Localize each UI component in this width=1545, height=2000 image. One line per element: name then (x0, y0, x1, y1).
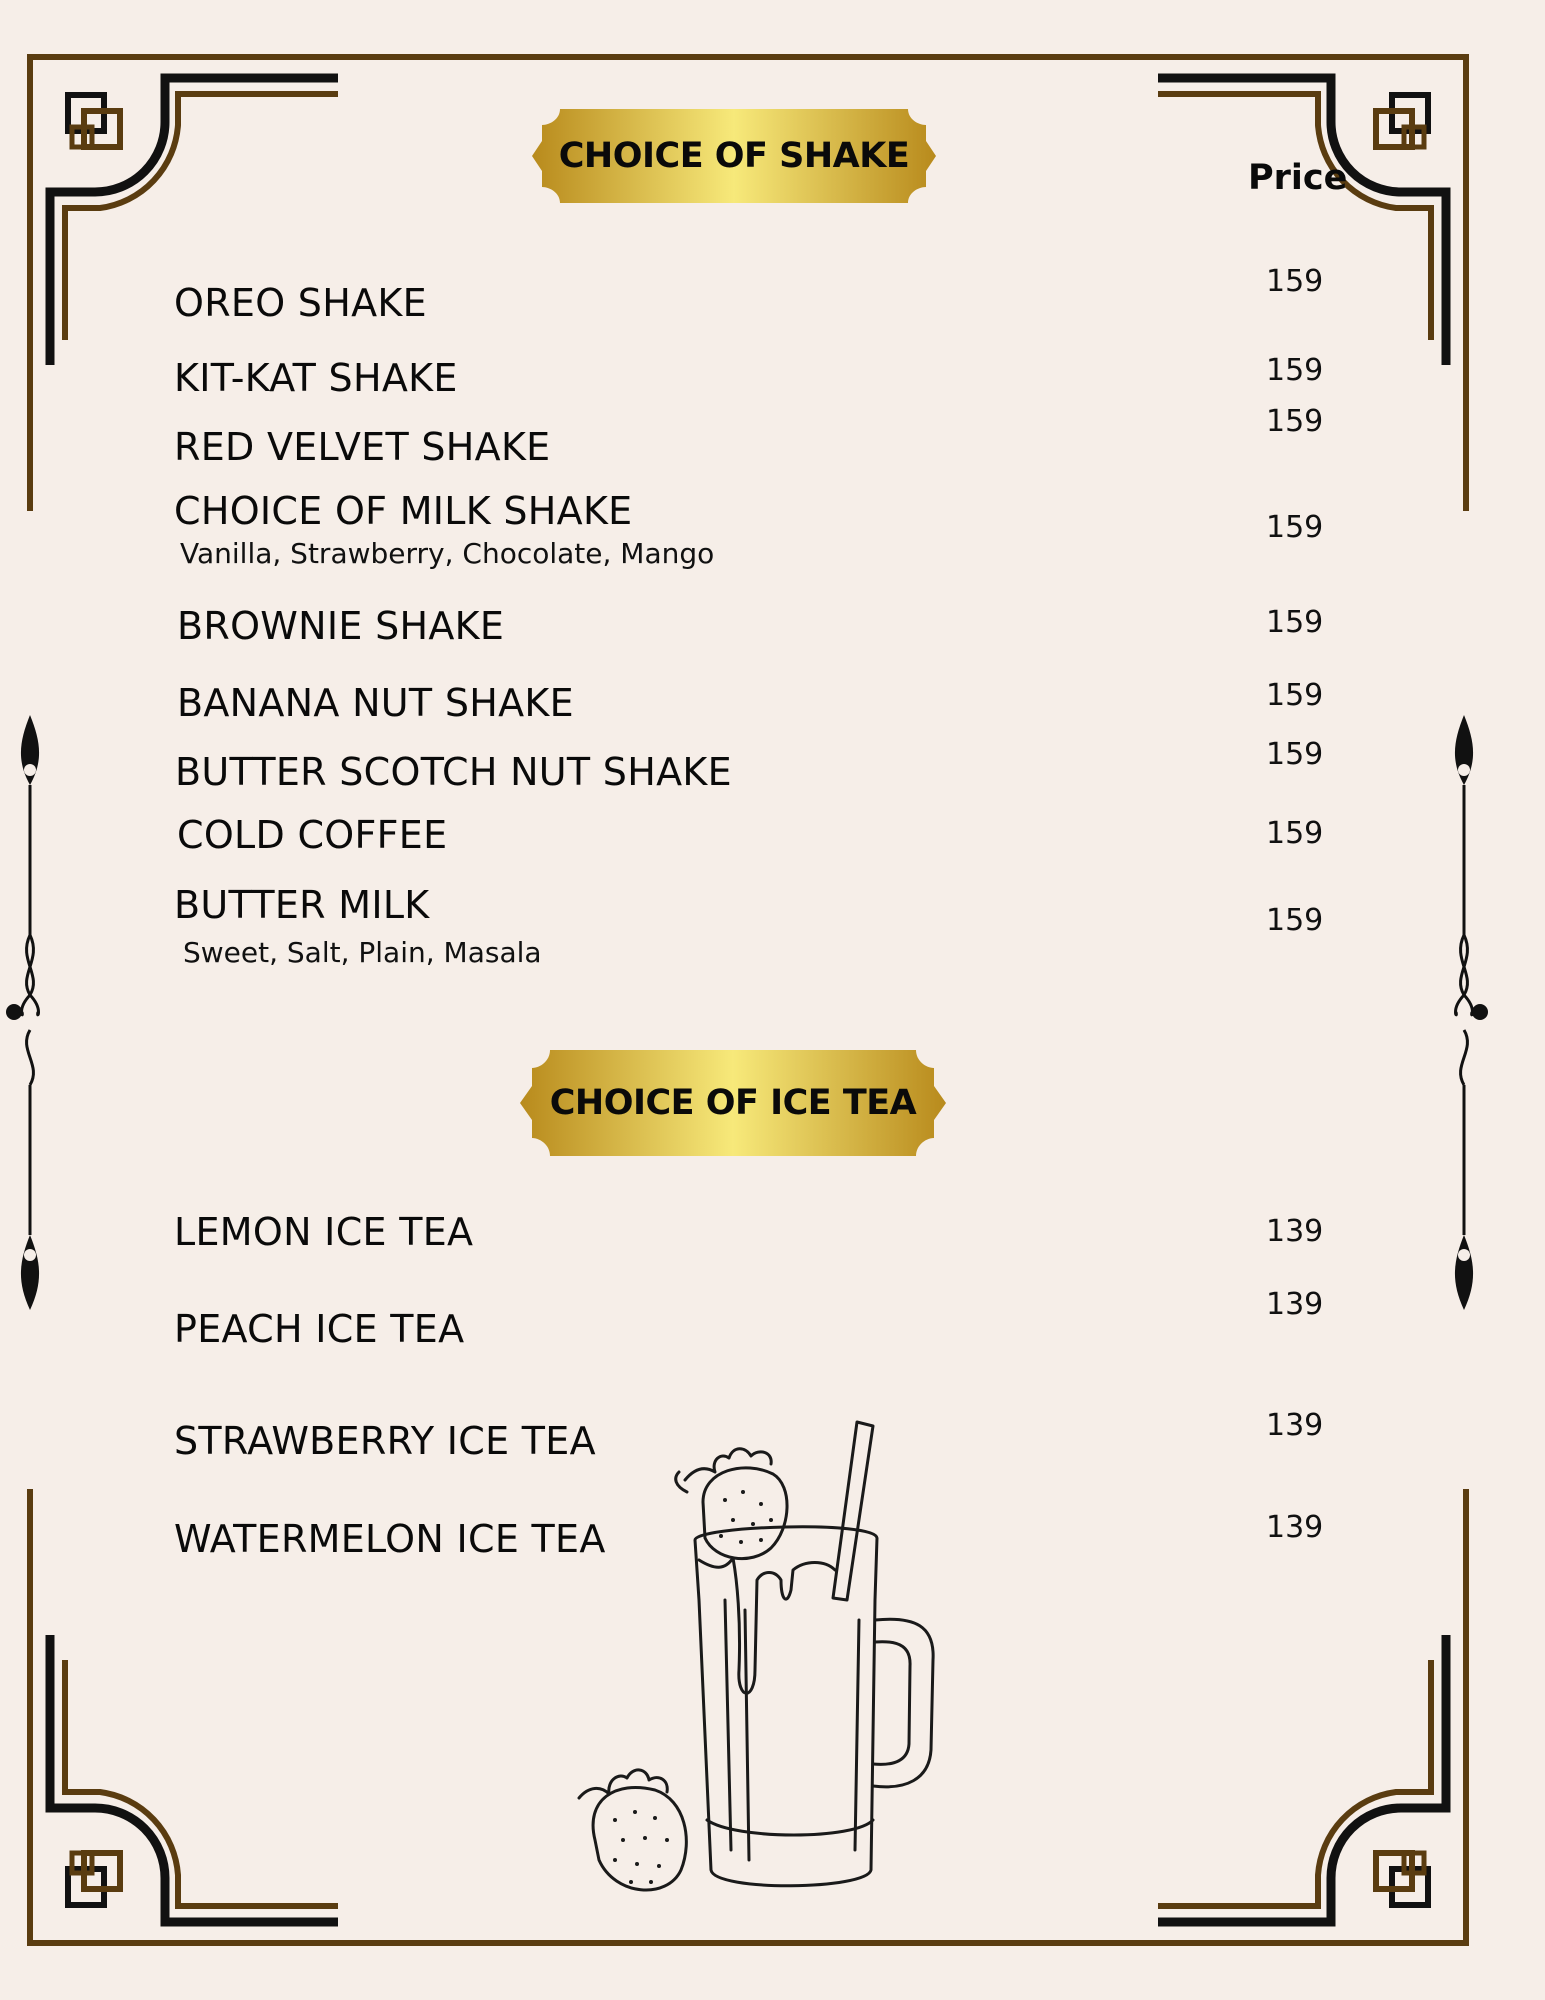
menu-item-price: 159 (1266, 816, 1324, 851)
menu-item-price: 159 (1266, 903, 1324, 938)
menu-item-description: Sweet, Salt, Plain, Masala (183, 936, 542, 969)
menu-item-price: 139 (1266, 1510, 1324, 1545)
shake-section-banner (532, 105, 936, 207)
menu-item-name: BROWNIE SHAKE (177, 604, 505, 648)
menu-item-name: WATERMELON ICE TEA (174, 1517, 606, 1561)
menu-item-name: BUTTER SCOTCH NUT SHAKE (175, 750, 732, 794)
menu-item-name: PEACH ICE TEA (174, 1307, 465, 1351)
menu-item-name: KIT-KAT SHAKE (174, 356, 458, 400)
menu-item-name: STRAWBERRY ICE TEA (174, 1419, 596, 1463)
side-flourish-right (1455, 715, 1488, 1310)
menu-item-price: 159 (1266, 353, 1324, 388)
corner-ornament-bottom-left (50, 1635, 338, 1922)
price-column-header: Price (1248, 158, 1348, 198)
menu-item-name: CHOICE OF MILK SHAKE (174, 489, 633, 533)
corner-ornament-top-right (1158, 78, 1446, 365)
milkshake-mug-with-strawberries-icon (575, 1420, 945, 1900)
menu-item-price: 159 (1266, 404, 1324, 439)
menu-item-price: 139 (1266, 1408, 1324, 1443)
corner-ornament-bottom-right (1158, 1635, 1446, 1922)
menu-item-price: 139 (1266, 1287, 1324, 1322)
menu-item-name: BANANA NUT SHAKE (177, 681, 574, 725)
menu-item-price: 159 (1266, 510, 1324, 545)
side-flourish-left (6, 715, 39, 1310)
menu-item-name: BUTTER MILK (174, 883, 430, 927)
menu-item-price: 159 (1266, 264, 1324, 299)
shake-section-title: CHOICE OF SHAKE (558, 136, 910, 176)
ice-tea-section-banner (520, 1046, 946, 1160)
menu-item-description: Vanilla, Strawberry, Chocolate, Mango (180, 537, 715, 570)
ice-tea-section-title: CHOICE OF ICE TEA (549, 1083, 917, 1123)
menu-item-name: OREO SHAKE (174, 281, 427, 325)
menu-item-price: 159 (1266, 737, 1324, 772)
menu-item-price: 159 (1266, 605, 1324, 640)
menu-item-price: 159 (1266, 678, 1324, 713)
menu-item-name: LEMON ICE TEA (174, 1210, 474, 1254)
menu-item-name: RED VELVET SHAKE (174, 425, 551, 469)
menu-item-name: COLD COFFEE (177, 813, 448, 857)
menu-item-price: 139 (1266, 1214, 1324, 1249)
